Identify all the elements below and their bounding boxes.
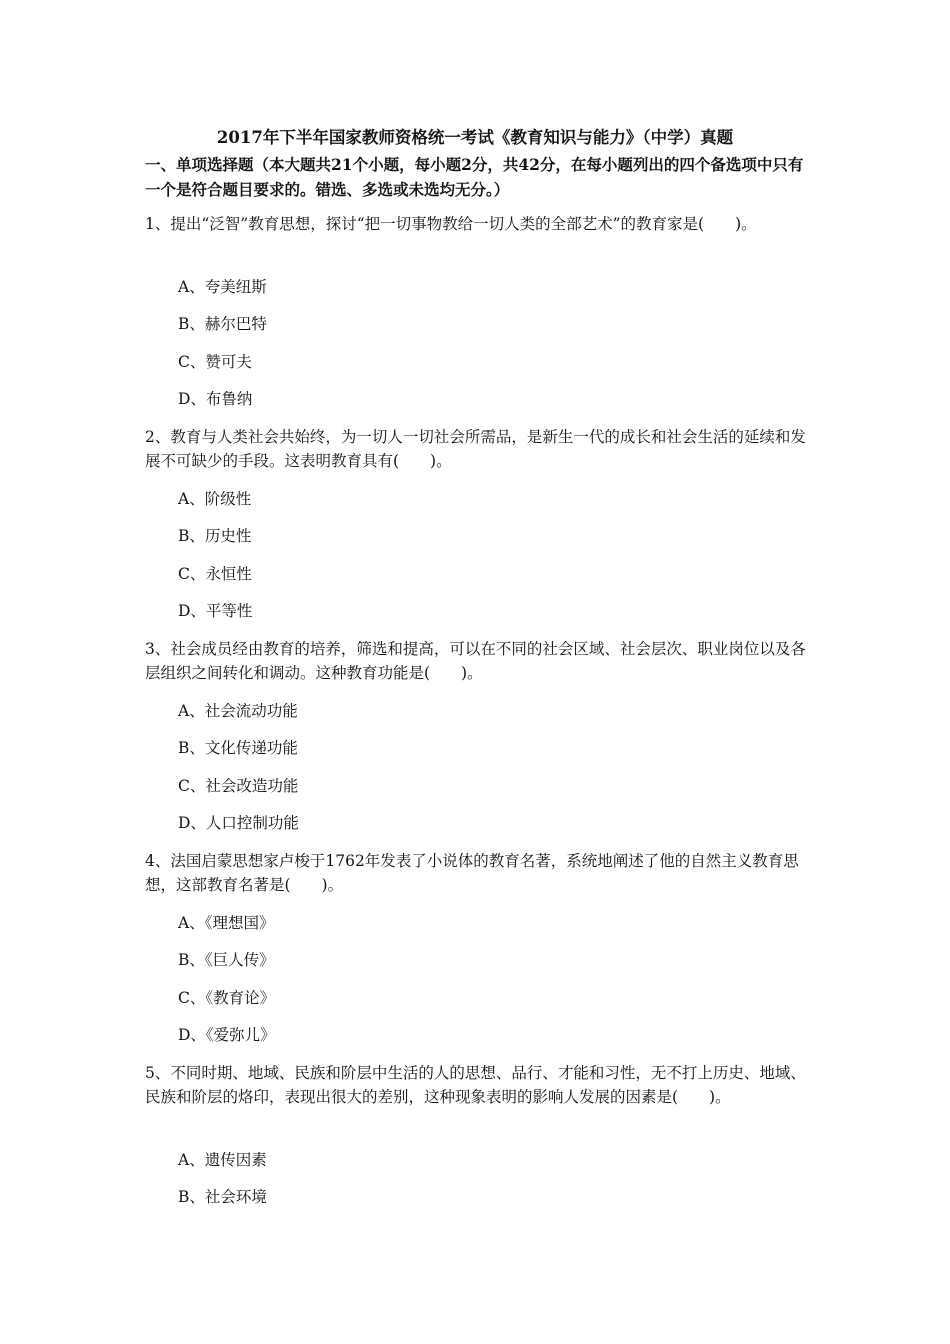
- document-title: 2017年下半年国家教师资格统一考试《教育知识与能力》（中学）真题: [216, 128, 734, 147]
- question-3-option-b: B、文化传递功能: [178, 739, 298, 757]
- question-4-option-d: D、《爱弥儿》: [178, 1026, 276, 1044]
- question-3-option-d: D、人口控制功能: [178, 814, 299, 832]
- question-2-option-a: A、阶级性: [178, 490, 252, 508]
- question-3-text: 3、社会成员经由教育的培养，筛选和提高，可以在不同的社会区域、社会层次、职业岗位以及各层组织之间转化和调动。这种教育功能是( )。: [145, 640, 806, 682]
- question-2-option-b: B、历史性: [178, 527, 252, 545]
- question-3-option-c: C、社会改造功能: [178, 777, 299, 795]
- question-1-text: 1、提出“泛智”教育思想，探讨“把一切事物教给一切人类的全部艺术”的教育家是( )。: [145, 215, 757, 233]
- question-5-option-b: B、社会环境: [178, 1188, 267, 1206]
- question-5-option-a: A、遗传因素: [178, 1151, 267, 1169]
- question-4-option-a: A、《理想国》: [178, 914, 275, 932]
- question-1-option-c: C、赞可夫: [178, 353, 252, 371]
- question-2-text: 2、教育与人类社会共始终，为一切人一切社会所需品，是新生一代的成长和社会生活的延续和发展不可缺少的手段。这表明教育具有( )。: [145, 428, 806, 470]
- question-3-option-a: A、社会流动功能: [178, 702, 298, 720]
- question-1-option-d: D、布鲁纳: [178, 390, 253, 408]
- question-5-text: 5、不同时期、地域、民族和阶层中生活的人的思想、品行、才能和习性，无不打上历史、地域、民族和阶层的烙印，表现出很大的差别，这种现象表明的影响人发展的因素是( )。: [145, 1064, 806, 1106]
- question-2-option-d: D、平等性: [178, 602, 253, 620]
- section-heading: 一、单项选择题（本大题共21个小题，每小题2分，共42分，在每小题列出的四个备选项中只有一个是符合题目要求的。错选、多选或未选均无分。）: [145, 155, 804, 199]
- question-4-option-c: C、《教育论》: [178, 989, 276, 1007]
- question-1-option-a: A、夸美纽斯: [178, 278, 267, 296]
- question-4-text: 4、法国启蒙思想家卢梭于1762年发表了小说体的教育名著，系统地阐述了他的自然主义教育思想，这部教育名著是( )。: [145, 852, 799, 894]
- question-1-option-b: B、赫尔巴特: [178, 315, 267, 333]
- question-2-option-c: C、永恒性: [178, 565, 252, 583]
- question-4-option-b: B、《巨人传》: [178, 951, 275, 969]
